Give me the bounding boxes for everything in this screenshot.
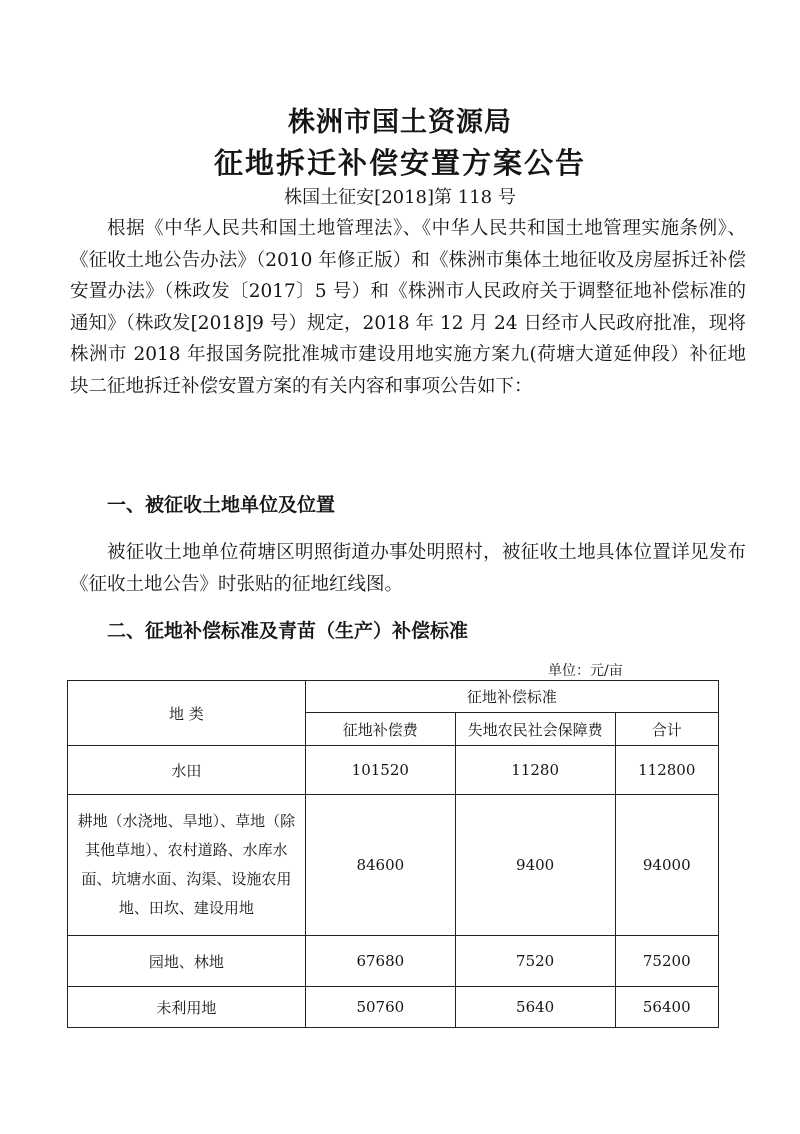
total-cell: 112800 — [615, 746, 719, 795]
social-security-cell: 9400 — [455, 795, 615, 936]
compensation-cell: 67680 — [305, 936, 455, 987]
table-row — [68, 987, 719, 1028]
column-header-total: 合计 — [615, 713, 719, 746]
table-row — [68, 746, 719, 795]
land-type-header: 地 类 — [68, 681, 306, 746]
column-header-social-security: 失地农民社会保障费 — [455, 713, 615, 746]
compensation-group-header: 征地补偿标准 — [305, 681, 718, 713]
social-security-cell: 5640 — [455, 987, 615, 1028]
social-security-cell: 7520 — [455, 936, 615, 987]
table-row — [68, 795, 719, 936]
unit-label: 单位：元/亩 — [548, 663, 623, 679]
land-type-cell: 园地、林地 — [68, 936, 306, 987]
total-cell: 75200 — [615, 936, 719, 987]
section1-heading: 一、被征收土地单位及位置 — [107, 494, 336, 516]
compensation-cell: 84600 — [305, 795, 455, 936]
land-type-cell: 水田 — [68, 746, 306, 795]
document-number: 株国土征安[2018]第 118 号 — [284, 187, 516, 208]
compensation-cell: 101520 — [305, 746, 455, 795]
compensation-cell: 50760 — [305, 987, 455, 1028]
announcement-title: 征地拆迁补偿安置方案公告 — [213, 146, 586, 180]
column-header-compensation: 征地补偿费 — [305, 713, 455, 746]
issuer-title: 株洲市国土资源局 — [288, 107, 512, 138]
land-type-cell: 耕地（水浇地、旱地）、草地（除其他草地）、农村道路、水库水面、坑塘水面、沟渠、设施农用地、田坎、建设用地 — [68, 795, 306, 936]
land-type-cell: 未利用地 — [68, 987, 306, 1028]
intro-paragraph: 根据《中华人民共和国土地管理法》、《中华人民共和国土地管理实施条例》、《征收土地公告办法》（2010 年修正版）和《株洲市集体土地征收及房屋拆迁补偿安置办法》（株政发〔2017〕5 号）和《株洲市人民政府关于调整征地补偿标准的通知》（株政发[2018]9 号）规定，2018 年 12 月 24 日经市人民政府批准，现将株洲市 2018 年报国务院批准城市建设用地实施方案九(荷塘大道延伸段）补征地块二征地拆迁补偿安置方案的有关内容和事项公告如下： — [70, 218, 746, 397]
section2-heading: 二、征地补偿标准及青苗（生产）补偿标准 — [107, 620, 469, 642]
section1-text: 被征收土地单位荷塘区明照街道办事处明照村，被征收土地具体位置详见发布《征收土地公告》时张贴的征地红线图。 — [70, 542, 746, 595]
total-cell: 94000 — [615, 795, 719, 936]
total-cell: 56400 — [615, 987, 719, 1028]
compensation-standard-table — [67, 680, 719, 1028]
social-security-cell: 11280 — [455, 746, 615, 795]
table-row — [68, 936, 719, 987]
